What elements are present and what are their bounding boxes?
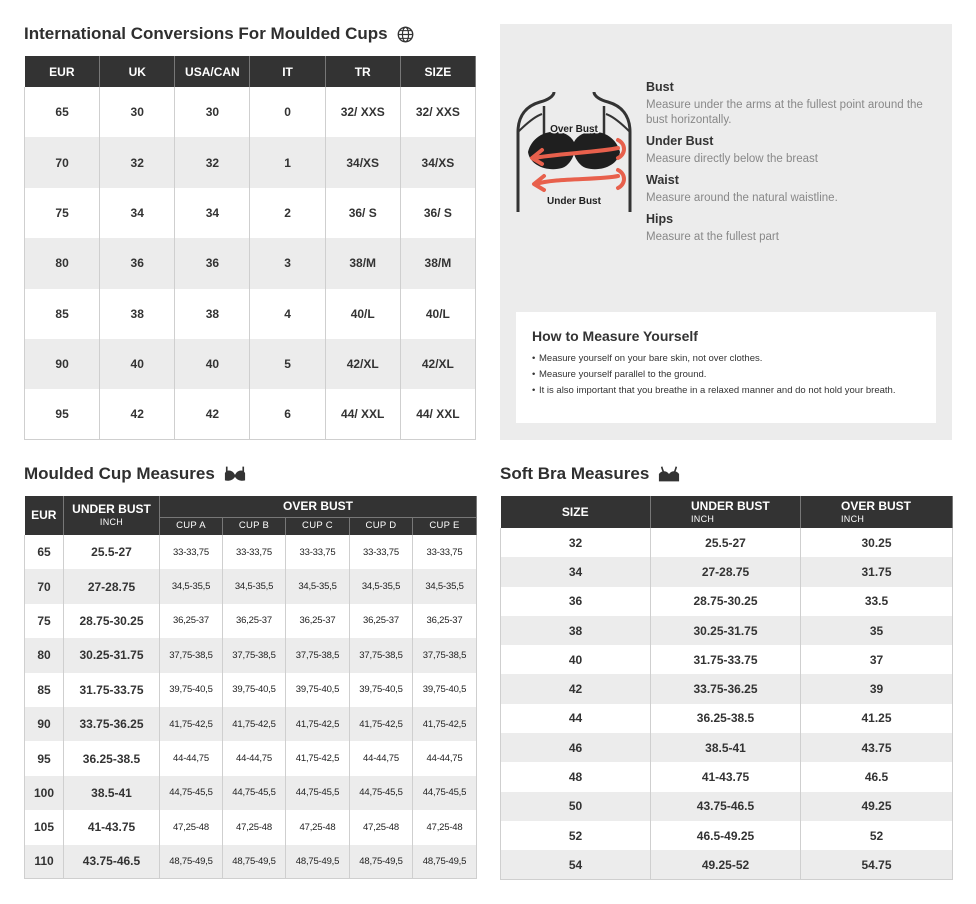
table-cell: 41,75-42,5: [286, 741, 350, 775]
table-cell: 43.75: [801, 733, 953, 762]
table-cell: 52: [501, 821, 651, 850]
col-header-cup: CUP D: [350, 517, 413, 535]
table-cell: 110: [25, 845, 64, 879]
col-header-eur: EUR: [25, 496, 64, 535]
table-cell: 85: [25, 289, 100, 339]
table-cell: 47,25-48: [350, 810, 413, 844]
table-cell: 34,5-35,5: [286, 569, 350, 603]
table-cell: 34,5-35,5: [413, 569, 477, 603]
under-bust-label: Under Bust: [547, 196, 601, 207]
measure-bust: [646, 80, 936, 128]
globe-icon: [397, 26, 414, 43]
col-header: UK: [100, 56, 175, 87]
table-cell: 44/ XXL: [400, 389, 475, 439]
table-cell: 44,75-45,5: [160, 776, 223, 810]
table-cell: 35: [801, 616, 953, 645]
table-cell: 38.5-41: [64, 776, 160, 810]
table-cell: 33.75-36.25: [64, 707, 160, 741]
table-cell: 34,5-35,5: [223, 569, 286, 603]
table-cell: 41,75-42,5: [223, 707, 286, 741]
col-header: IT: [250, 56, 325, 87]
table-cell: 33-33,75: [350, 535, 413, 569]
table-row: [25, 673, 477, 707]
table-row: [501, 557, 953, 586]
table-cell: 37,75-38,5: [350, 638, 413, 672]
table-cell: 27-28.75: [651, 557, 801, 586]
table-cell: 37,75-38,5: [286, 638, 350, 672]
table-row: [25, 810, 477, 844]
table-cell: 31.75-33.75: [64, 673, 160, 707]
table-row: [25, 137, 476, 187]
how-to-item: • Measure yourself parallel to the ground.: [532, 369, 920, 381]
table-row: [501, 587, 953, 616]
table-row: [501, 674, 953, 703]
how-to-title: How to Measure Yourself: [532, 328, 698, 344]
measure-description: Measure at the fullest part: [646, 231, 779, 243]
table-cell: 41-43.75: [64, 810, 160, 844]
table-cell: 47,25-48: [160, 810, 223, 844]
table-row: [25, 289, 476, 339]
table-cell: 44-44,75: [350, 741, 413, 775]
table-cell: 37,75-38,5: [223, 638, 286, 672]
table-cell: 41,75-42,5: [350, 707, 413, 741]
table-cell: 48,75-49,5: [286, 845, 350, 879]
table-row: [25, 569, 477, 603]
table-cell: 42: [100, 389, 175, 439]
table-row: [501, 616, 953, 645]
table-cell: 65: [25, 87, 100, 137]
moulded-cup-table: [24, 496, 477, 879]
over-bust-label: Over Bust: [550, 124, 598, 135]
table-row: [501, 821, 953, 850]
col-header-under-bust: UNDER BUST INCH: [64, 496, 160, 535]
table-cell: 32: [100, 137, 175, 187]
table-cell: 33-33,75: [160, 535, 223, 569]
table-cell: 25.5-27: [64, 535, 160, 569]
table-cell: 40/L: [325, 289, 400, 339]
table-cell: 65: [25, 535, 64, 569]
table-cell: 105: [25, 810, 64, 844]
table-cell: 32: [175, 137, 250, 187]
table-row: [25, 604, 477, 638]
table-cell: 44,75-45,5: [286, 776, 350, 810]
table-row: [25, 188, 476, 238]
table-row: [25, 389, 476, 439]
measure-waist: [646, 173, 936, 206]
table-cell: 90: [25, 707, 64, 741]
table-cell: 34/XS: [325, 137, 400, 187]
measure-under-bust: [646, 134, 936, 167]
measure-label: Hips: [646, 212, 674, 226]
table-cell: 48: [501, 762, 651, 791]
measure-label: Waist: [646, 173, 679, 187]
table-cell: 41-43.75: [651, 762, 801, 791]
table-cell: 40: [501, 645, 651, 674]
table-cell: 42: [501, 674, 651, 703]
table-cell: 44-44,75: [223, 741, 286, 775]
table-cell: 31.75-33.75: [651, 645, 801, 674]
table-cell: 5: [250, 339, 325, 389]
how-to-item: • It is also important that you breathe in a relaxed manner and do not hold your breath.: [532, 385, 920, 397]
table-cell: 70: [25, 569, 64, 603]
table-cell: 32/ XXS: [400, 87, 475, 137]
table-row: [501, 850, 953, 879]
table-cell: 36,25-37: [413, 604, 477, 638]
table-cell: 47,25-48: [286, 810, 350, 844]
col-header-cup: CUP C: [286, 517, 350, 535]
table-cell: 100: [25, 776, 64, 810]
col-header: TR: [325, 56, 400, 87]
table-cell: 33-33,75: [286, 535, 350, 569]
table-cell: 42: [175, 389, 250, 439]
soft-bra-table: [500, 496, 953, 880]
table-cell: 46: [501, 733, 651, 762]
table-cell: 44,75-45,5: [413, 776, 477, 810]
table-header-row: [25, 496, 477, 517]
table-row: [25, 638, 477, 672]
table-header-row: [501, 496, 953, 528]
table-cell: 38: [175, 289, 250, 339]
table-row: [501, 792, 953, 821]
table-row: [25, 339, 476, 389]
col-header: EUR: [25, 56, 100, 87]
table-cell: 54: [501, 850, 651, 879]
table-cell: 6: [250, 389, 325, 439]
table-row: [501, 733, 953, 762]
table-cell: 48,75-49,5: [413, 845, 477, 879]
table-cell: 80: [25, 238, 100, 288]
moulded-title: Moulded Cup Measures: [24, 464, 246, 484]
bra-icon: [224, 465, 246, 483]
table-cell: 30.25-31.75: [64, 638, 160, 672]
table-cell: 40/L: [400, 289, 475, 339]
table-cell: 28.75-30.25: [651, 587, 801, 616]
table-cell: 36,25-37: [350, 604, 413, 638]
table-cell: 80: [25, 638, 64, 672]
table-cell: 50: [501, 792, 651, 821]
col-header-size: SIZE: [501, 496, 651, 528]
measure-guide-panel: [500, 24, 952, 440]
table-cell: 36.25-38.5: [651, 704, 801, 733]
col-header-cup: CUP A: [160, 517, 223, 535]
measure-description: Measure under the arms at the fullest point around the bust horizontally.: [646, 99, 923, 126]
conversions-table: [24, 56, 476, 440]
table-cell: 48,75-49,5: [350, 845, 413, 879]
table-cell: 28.75-30.25: [64, 604, 160, 638]
measure-description: Measure directly below the breast: [646, 153, 818, 165]
table-row: [25, 87, 476, 137]
table-cell: 38/M: [400, 238, 475, 288]
table-cell: 49.25-52: [651, 850, 801, 879]
table-row: [25, 238, 476, 288]
col-header: USA/CAN: [175, 56, 250, 87]
table-cell: 33-33,75: [413, 535, 477, 569]
table-cell: 41,75-42,5: [160, 707, 223, 741]
unit-label: INCH: [99, 517, 124, 528]
table-cell: 34: [100, 188, 175, 238]
table-cell: 40: [100, 339, 175, 389]
col-header-over-bust: OVER BUST INCH: [801, 496, 953, 528]
table-cell: 36: [501, 587, 651, 616]
col-header: SIZE: [400, 56, 475, 87]
measure-description: Measure around the natural waistline.: [646, 192, 838, 204]
table-cell: 25.5-27: [651, 528, 801, 557]
table-cell: 27-28.75: [64, 569, 160, 603]
measurement-list: [646, 80, 936, 251]
table-cell: 95: [25, 741, 64, 775]
table-cell: 36/ S: [400, 188, 475, 238]
measure-hips: [646, 212, 936, 245]
table-row: [501, 704, 953, 733]
table-cell: 34,5-35,5: [350, 569, 413, 603]
table-cell: 33-33,75: [223, 535, 286, 569]
table-cell: 34,5-35,5: [160, 569, 223, 603]
table-row: [25, 535, 477, 569]
table-cell: 44-44,75: [413, 741, 477, 775]
table-row: [501, 528, 953, 557]
table-cell: 42/XL: [325, 339, 400, 389]
table-cell: 33.75-36.25: [651, 674, 801, 703]
soft-bra-title: Soft Bra Measures: [500, 464, 680, 484]
table-cell: 39,75-40,5: [223, 673, 286, 707]
col-header-under-bust: UNDER BUST INCH: [651, 496, 801, 528]
table-cell: 38/M: [325, 238, 400, 288]
table-cell: 75: [25, 188, 100, 238]
table-cell: 44,75-45,5: [350, 776, 413, 810]
table-cell: 44-44,75: [160, 741, 223, 775]
col-header-cup: CUP E: [413, 517, 477, 535]
table-cell: 36: [175, 238, 250, 288]
table-header-row: [25, 56, 476, 87]
measure-label: Under Bust: [646, 134, 714, 148]
table-row: [25, 845, 477, 879]
table-cell: 37,75-38,5: [160, 638, 223, 672]
table-cell: 49.25: [801, 792, 953, 821]
table-row: [25, 776, 477, 810]
table-cell: 46.5: [801, 762, 953, 791]
table-cell: 36.25-38.5: [64, 741, 160, 775]
table-cell: 36,25-37: [160, 604, 223, 638]
table-cell: 41,75-42,5: [413, 707, 477, 741]
table-cell: 36,25-37: [223, 604, 286, 638]
table-cell: 39,75-40,5: [286, 673, 350, 707]
table-cell: 41,75-42,5: [286, 707, 350, 741]
table-cell: 41.25: [801, 704, 953, 733]
table-cell: 75: [25, 604, 64, 638]
table-cell: 47,25-48: [223, 810, 286, 844]
table-cell: 39,75-40,5: [413, 673, 477, 707]
col-header-over-bust: OVER BUST: [160, 496, 477, 517]
table-cell: 30: [175, 87, 250, 137]
table-cell: 31.75: [801, 557, 953, 586]
table-cell: 95: [25, 389, 100, 439]
how-to-list: [532, 353, 920, 397]
table-cell: 2: [250, 188, 325, 238]
table-cell: 32: [501, 528, 651, 557]
table-row: [25, 741, 477, 775]
table-cell: 38: [100, 289, 175, 339]
table-cell: 48,75-49,5: [160, 845, 223, 879]
table-cell: 46.5-49.25: [651, 821, 801, 850]
table-cell: 52: [801, 821, 953, 850]
table-cell: 42/XL: [400, 339, 475, 389]
table-cell: 4: [250, 289, 325, 339]
torso-figure-icon: [514, 92, 634, 212]
table-cell: 44/ XXL: [325, 389, 400, 439]
col-header-cup: CUP B: [223, 517, 286, 535]
table-cell: 34/XS: [400, 137, 475, 187]
table-cell: 43.75-46.5: [651, 792, 801, 821]
table-cell: 90: [25, 339, 100, 389]
table-cell: 33.5: [801, 587, 953, 616]
table-cell: 40: [175, 339, 250, 389]
conversions-title: International Conversions For Moulded Cups: [24, 24, 414, 44]
table-cell: 34: [501, 557, 651, 586]
table-cell: 36: [100, 238, 175, 288]
table-cell: 39,75-40,5: [350, 673, 413, 707]
table-cell: 37: [801, 645, 953, 674]
table-cell: 32/ XXS: [325, 87, 400, 137]
table-cell: 37,75-38,5: [413, 638, 477, 672]
table-cell: 38.5-41: [651, 733, 801, 762]
table-cell: 43.75-46.5: [64, 845, 160, 879]
table-cell: 39,75-40,5: [160, 673, 223, 707]
table-row: [501, 762, 953, 791]
unit-label: INCH: [691, 513, 715, 524]
table-row: [25, 707, 477, 741]
table-cell: 0: [250, 87, 325, 137]
table-cell: 30: [100, 87, 175, 137]
table-row: [501, 645, 953, 674]
table-cell: 44: [501, 704, 651, 733]
unit-label: INCH: [841, 513, 865, 524]
soft-bra-icon: [658, 465, 680, 483]
table-cell: 39: [801, 674, 953, 703]
table-cell: 85: [25, 673, 64, 707]
table-cell: 3: [250, 238, 325, 288]
table-cell: 38: [501, 616, 651, 645]
table-cell: 1: [250, 137, 325, 187]
table-cell: 48,75-49,5: [223, 845, 286, 879]
how-to-item: • Measure yourself on your bare skin, not over clothes.: [532, 353, 920, 365]
table-cell: 47,25-48: [413, 810, 477, 844]
table-cell: 54.75: [801, 850, 953, 879]
table-cell: 30.25: [801, 528, 953, 557]
table-cell: 34: [175, 188, 250, 238]
how-to-measure-box: [516, 312, 936, 423]
table-cell: 36,25-37: [286, 604, 350, 638]
measure-label: Bust: [646, 80, 674, 94]
table-cell: 30.25-31.75: [651, 616, 801, 645]
table-cell: 44,75-45,5: [223, 776, 286, 810]
table-cell: 36/ S: [325, 188, 400, 238]
table-cell: 70: [25, 137, 100, 187]
